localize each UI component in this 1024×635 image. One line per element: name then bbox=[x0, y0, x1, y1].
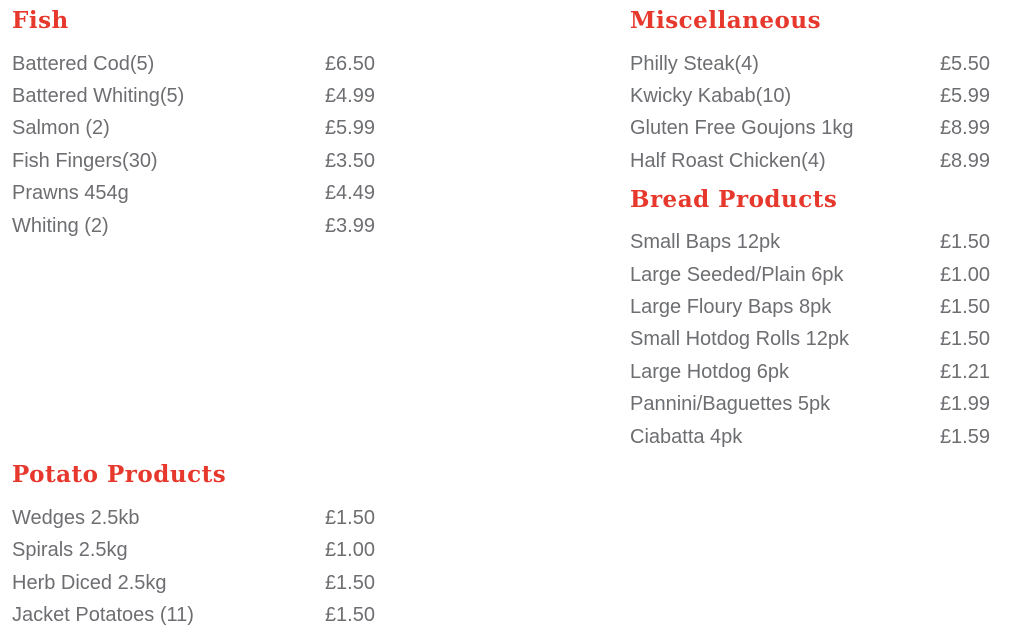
section-items bbox=[12, 48, 375, 242]
menu-item-row bbox=[630, 356, 990, 388]
section-items bbox=[630, 48, 990, 178]
item-price: £8.99 bbox=[939, 117, 990, 140]
item-name: Small Baps 12pk bbox=[630, 231, 781, 254]
item-name: Gluten Free Goujons 1kg bbox=[630, 117, 854, 140]
menu-item-row bbox=[630, 113, 990, 145]
menu-section bbox=[630, 6, 990, 178]
item-name: Battered Whiting(5) bbox=[12, 85, 185, 108]
item-name: Pannini/Baguettes 5pk bbox=[630, 393, 831, 416]
section-title: Fish bbox=[12, 7, 69, 34]
menu-item-row bbox=[630, 80, 990, 112]
item-name: Battered Cod(5) bbox=[12, 52, 155, 75]
item-name: Spirals 2.5kg bbox=[12, 539, 128, 562]
section-title: Potato Products bbox=[12, 461, 227, 489]
section-title: Miscellaneous bbox=[630, 7, 822, 34]
menu-item-row bbox=[630, 324, 990, 356]
item-name: Salmon (2) bbox=[12, 117, 110, 140]
item-name: Wedges 2.5kb bbox=[12, 507, 140, 530]
item-price: £4.49 bbox=[324, 182, 375, 205]
menu-item-row bbox=[12, 48, 375, 80]
menu-item-row bbox=[12, 145, 375, 177]
item-name: Kwicky Kabab(10) bbox=[630, 85, 792, 108]
menu-section bbox=[12, 460, 375, 632]
menu-item-row bbox=[630, 291, 990, 323]
menu-item-row bbox=[630, 389, 990, 421]
item-name: Herb Diced 2.5kg bbox=[12, 571, 167, 594]
menu-item-row bbox=[12, 502, 375, 534]
item-price: £4.99 bbox=[324, 85, 375, 108]
item-price: £1.21 bbox=[939, 360, 990, 383]
menu-item-row bbox=[630, 145, 990, 177]
item-name: Ciabatta 4pk bbox=[630, 425, 743, 448]
item-price: £5.50 bbox=[939, 52, 990, 75]
item-price: £1.50 bbox=[324, 507, 375, 530]
menu-section bbox=[12, 6, 375, 242]
menu-item-row bbox=[630, 259, 990, 291]
item-name: Large Seeded/Plain 6pk bbox=[630, 263, 844, 286]
menu-section bbox=[630, 185, 990, 454]
menu-item-row bbox=[630, 227, 990, 259]
item-price: £3.99 bbox=[324, 214, 375, 237]
item-price: £1.00 bbox=[324, 539, 375, 562]
item-name: Fish Fingers(30) bbox=[12, 149, 158, 172]
item-price: £1.00 bbox=[939, 263, 990, 286]
section-items bbox=[12, 502, 375, 632]
menu-item-row bbox=[12, 210, 375, 242]
item-price: £3.50 bbox=[324, 149, 375, 172]
item-name: Philly Steak(4) bbox=[630, 52, 759, 75]
menu-item-row bbox=[12, 567, 375, 599]
menu-item-row bbox=[630, 421, 990, 453]
menu-item-row bbox=[12, 535, 375, 567]
item-price: £1.50 bbox=[324, 571, 375, 594]
item-name: Jacket Potatoes (11) bbox=[12, 604, 194, 627]
item-price: £6.50 bbox=[324, 52, 375, 75]
left-column bbox=[12, 0, 375, 632]
item-price: £1.59 bbox=[939, 425, 990, 448]
item-name: Small Hotdog Rolls 12pk bbox=[630, 328, 849, 351]
menu-item-row bbox=[12, 600, 375, 632]
item-name: Half Roast Chicken(4) bbox=[630, 149, 826, 172]
section-items bbox=[630, 227, 990, 454]
item-name: Large Hotdog 6pk bbox=[630, 360, 790, 383]
menu-item-row bbox=[12, 80, 375, 112]
item-price: £1.99 bbox=[939, 393, 990, 416]
item-price: £5.99 bbox=[324, 117, 375, 140]
item-name: Prawns 454g bbox=[12, 182, 129, 205]
item-price: £5.99 bbox=[939, 85, 990, 108]
item-price: £1.50 bbox=[939, 328, 990, 351]
menu-item-row bbox=[630, 48, 990, 80]
item-price: £8.99 bbox=[939, 149, 990, 172]
item-price: £1.50 bbox=[324, 604, 375, 627]
item-price: £1.50 bbox=[939, 231, 990, 254]
item-name: Whiting (2) bbox=[12, 214, 109, 237]
menu-item-row bbox=[12, 113, 375, 145]
item-price: £1.50 bbox=[939, 296, 990, 319]
section-title: Bread Products bbox=[630, 185, 838, 213]
menu-item-row bbox=[12, 178, 375, 210]
item-name: Large Floury Baps 8pk bbox=[630, 296, 832, 319]
right-column bbox=[630, 0, 990, 453]
